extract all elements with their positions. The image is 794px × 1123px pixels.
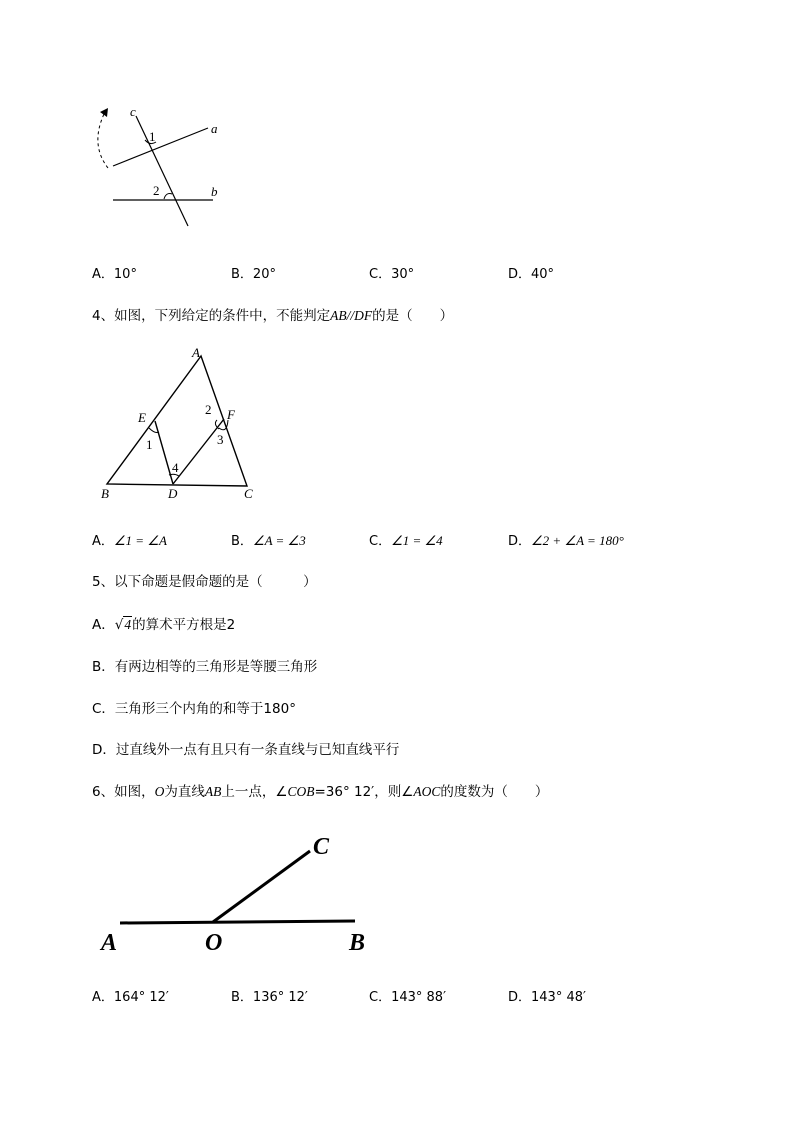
q6-figure: [95, 828, 385, 958]
option-text: ∠A = ∠3: [252, 533, 306, 548]
line-a: [113, 128, 208, 166]
label-F: F: [227, 407, 235, 422]
q6-option-a[interactable]: [92, 986, 169, 1005]
label-E: E: [138, 410, 146, 425]
option-text: 30°: [391, 267, 415, 282]
label-a: a: [211, 121, 218, 136]
q4-stem: [92, 304, 453, 324]
label-b: b: [211, 184, 218, 199]
radicand: 4: [124, 617, 132, 632]
option-letter: D．: [508, 267, 532, 282]
option-text: ∠1 = ∠4: [391, 533, 443, 548]
q5-option-c[interactable]: C．三角形三个内角的和等于180°: [92, 701, 296, 717]
label-angle-1: 1: [146, 437, 153, 452]
q6-stem: [92, 780, 548, 800]
q6-stem-part: 上一点，∠: [221, 784, 288, 800]
option-letter: D．: [508, 534, 532, 549]
q3-option-c[interactable]: [369, 263, 414, 282]
option-letter: A．: [92, 617, 115, 633]
label-C: C: [313, 834, 330, 860]
label-angle-1: 1: [149, 129, 156, 144]
option-text: 164° 12′: [113, 990, 169, 1005]
label-angle-4: 4: [172, 460, 179, 475]
option-letter: B．: [231, 990, 253, 1005]
q4-option-a[interactable]: [92, 530, 167, 549]
label-angle-2: 2: [153, 183, 160, 198]
option-letter: A．: [92, 990, 114, 1005]
q6-stem-math: AB: [204, 784, 222, 799]
option-letter: A．: [92, 267, 114, 282]
label-angle-2: 2: [205, 402, 212, 417]
q6-option-c[interactable]: [369, 986, 446, 1005]
label-c: c: [130, 104, 136, 119]
rotation-arrow: [98, 114, 108, 168]
arrow-head: [100, 108, 108, 117]
q6-stem-math: AOC: [413, 784, 441, 799]
segment-df: [173, 419, 224, 484]
q6-option-d[interactable]: [508, 986, 586, 1005]
q4-stem-post: 的是（ ）: [372, 308, 454, 324]
option-text: ∠2 + ∠A = 180°: [531, 533, 624, 548]
label-C: C: [244, 486, 253, 501]
option-letter: C．: [369, 534, 392, 549]
q5-option-a[interactable]: [92, 613, 235, 633]
q6-stem-math: O: [154, 784, 165, 799]
q3-option-d[interactable]: [508, 263, 554, 282]
q6-stem-part: 为直线: [164, 784, 205, 800]
option-text: 136° 12′: [252, 990, 308, 1005]
q4-option-d[interactable]: [508, 530, 624, 549]
q6-stem-part: 的度数为（ ）: [440, 784, 549, 800]
label-A: A: [101, 930, 118, 956]
q4-stem-math: AB//DF: [330, 308, 373, 323]
option-text: 143° 48′: [531, 990, 586, 1005]
option-text: 143° 88′: [391, 990, 447, 1005]
option-letter: B．: [231, 534, 253, 549]
label-D: D: [168, 486, 178, 501]
q6-stem-part: =36° 12′，则∠: [314, 784, 414, 800]
q3-option-b[interactable]: [231, 263, 276, 282]
option-text: 10°: [113, 267, 137, 282]
q5-stem: 5、以下命题是假命题的是（ ）: [92, 574, 317, 590]
option-text: 40°: [531, 267, 555, 282]
option-letter: B．: [231, 267, 253, 282]
q4-figure: [95, 342, 265, 502]
line-ab: [120, 921, 355, 923]
q6-stem-part: 6、如图，: [92, 784, 155, 800]
label-A: A: [192, 345, 200, 360]
option-text: 20°: [252, 267, 276, 282]
q4-option-c[interactable]: [369, 530, 443, 549]
option-text: ∠1 = ∠A: [113, 533, 167, 548]
label-angle-3: 3: [217, 432, 224, 447]
angle-2-arc: [215, 420, 219, 429]
option-letter: A．: [92, 534, 114, 549]
q6-option-b[interactable]: [231, 986, 308, 1005]
option-letter: C．: [369, 267, 392, 282]
option-letter: C．: [369, 990, 392, 1005]
label-B: B: [349, 930, 366, 956]
label-B: B: [101, 486, 109, 501]
label-O: O: [205, 930, 223, 956]
q4-stem-pre: 4、如图，下列给定的条件中，不能判定: [92, 308, 331, 324]
q4-option-b[interactable]: [231, 530, 306, 549]
q3-figure: [88, 100, 228, 235]
q3-option-a[interactable]: [92, 263, 137, 282]
option-letter: D．: [508, 990, 532, 1005]
line-c: [136, 116, 188, 226]
q5-option-d[interactable]: D．过直线外一点有且只有一条直线与已知直线平行: [92, 742, 400, 758]
option-text: 的算术平方根是2: [132, 617, 236, 633]
q5-option-b[interactable]: B．有两边相等的三角形是等腰三角形: [92, 659, 318, 675]
ray-oc: [213, 851, 310, 922]
sqrt-symbol: √4: [114, 617, 132, 633]
q6-stem-math: COB: [287, 784, 315, 799]
angle-2-arc: [164, 194, 172, 199]
